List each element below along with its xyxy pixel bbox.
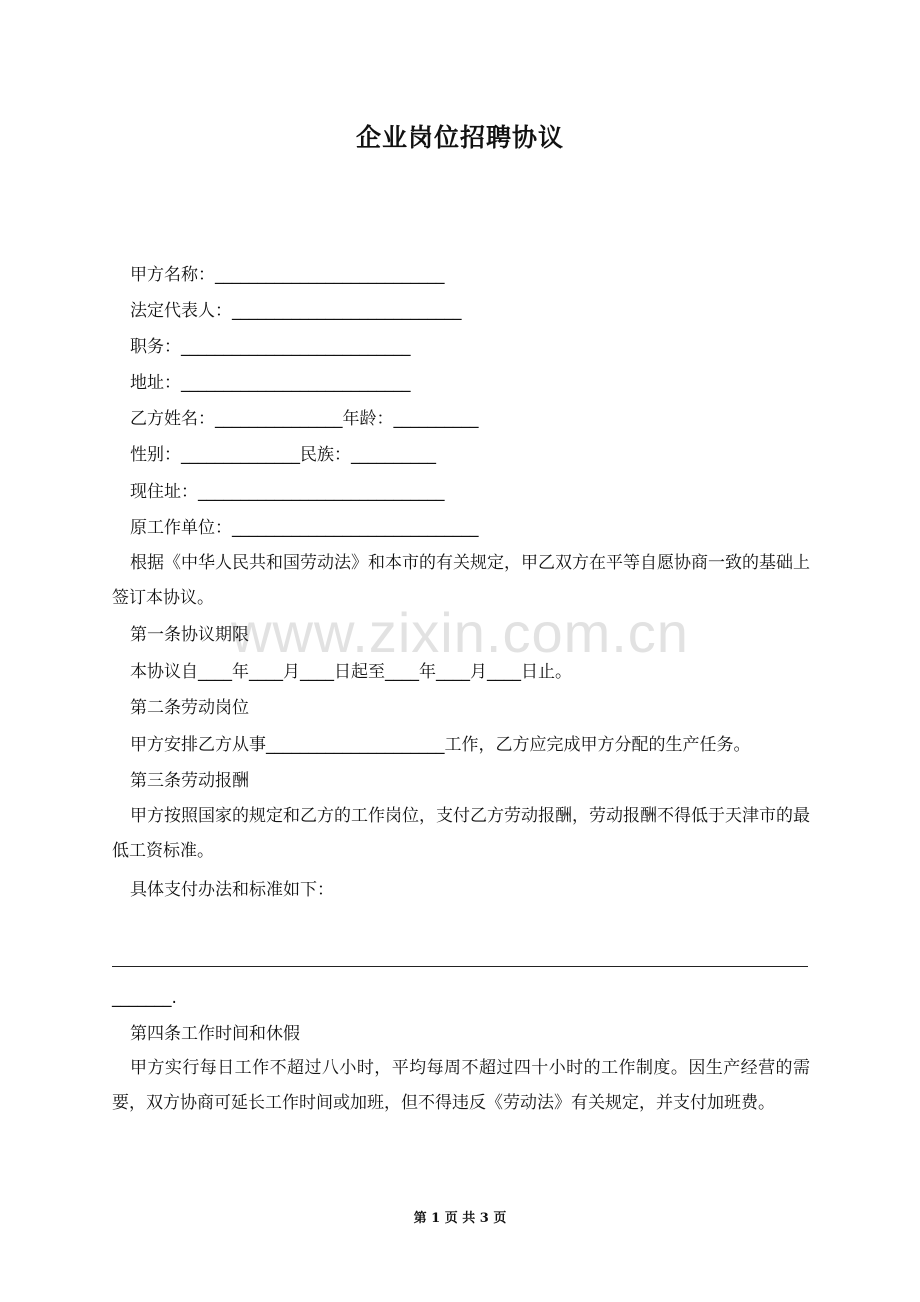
document-title: 企业岗位招聘协议 — [355, 123, 564, 152]
article-3-text: 甲方按照国家的规定和乙方的工作岗位，支付乙方劳动报酬，劳动报酬不得低于天津市的最低工资标准。 — [112, 806, 810, 861]
watermark: www.zixin.com.cn — [231, 601, 689, 664]
article-1-title: 第一条协议期限 — [130, 625, 249, 645]
field-legal-representative: 法定代表人：___________________________ — [130, 301, 462, 321]
field-party-b-name-age: 乙方姓名：_______________年龄：__________ — [130, 409, 479, 429]
article-4-text: 甲方实行每日工作不超过八小时，平均每周不超过四十小时的工作制度。因生产经营的需要，双方协商可延长工作时间或加班，但不得违反《劳动法》有关规定，并支付加班费。 — [112, 1058, 810, 1113]
blank-fill-tail: _______. — [112, 988, 177, 1008]
article-3-title: 第三条劳动报酬 — [130, 771, 249, 791]
article-1-text: 本协议自____年____月____日起至____年____月____日止。 — [130, 662, 572, 682]
field-position: 职务：___________________________ — [130, 337, 411, 357]
page-footer: 第 1 页 共 3 页 — [413, 1211, 507, 1226]
blank-fill-line — [112, 966, 808, 967]
article-4-title: 第四条工作时间和休假 — [130, 1024, 300, 1044]
field-current-address: 现住址：_____________________________ — [130, 482, 445, 502]
intro-paragraph: 根据《中华人民共和国劳动法》和本市的有关规定，甲乙双方在平等自愿协商一致的基础上签订本协议。 — [112, 553, 810, 608]
field-party-a-name: 甲方名称：___________________________ — [130, 265, 445, 285]
article-2-text: 甲方安排乙方从事_____________________工作，乙方应完成甲方分配的生产任务。 — [130, 735, 751, 755]
article-2-title: 第二条劳动岗位 — [130, 698, 249, 718]
field-former-employer: 原工作单位：_____________________________ — [130, 518, 479, 538]
article-3-payment-label: 具体支付办法和标准如下： — [130, 880, 334, 900]
field-address: 地址：___________________________ — [130, 373, 411, 393]
field-gender-ethnicity: 性别：______________民族：__________ — [130, 445, 436, 465]
